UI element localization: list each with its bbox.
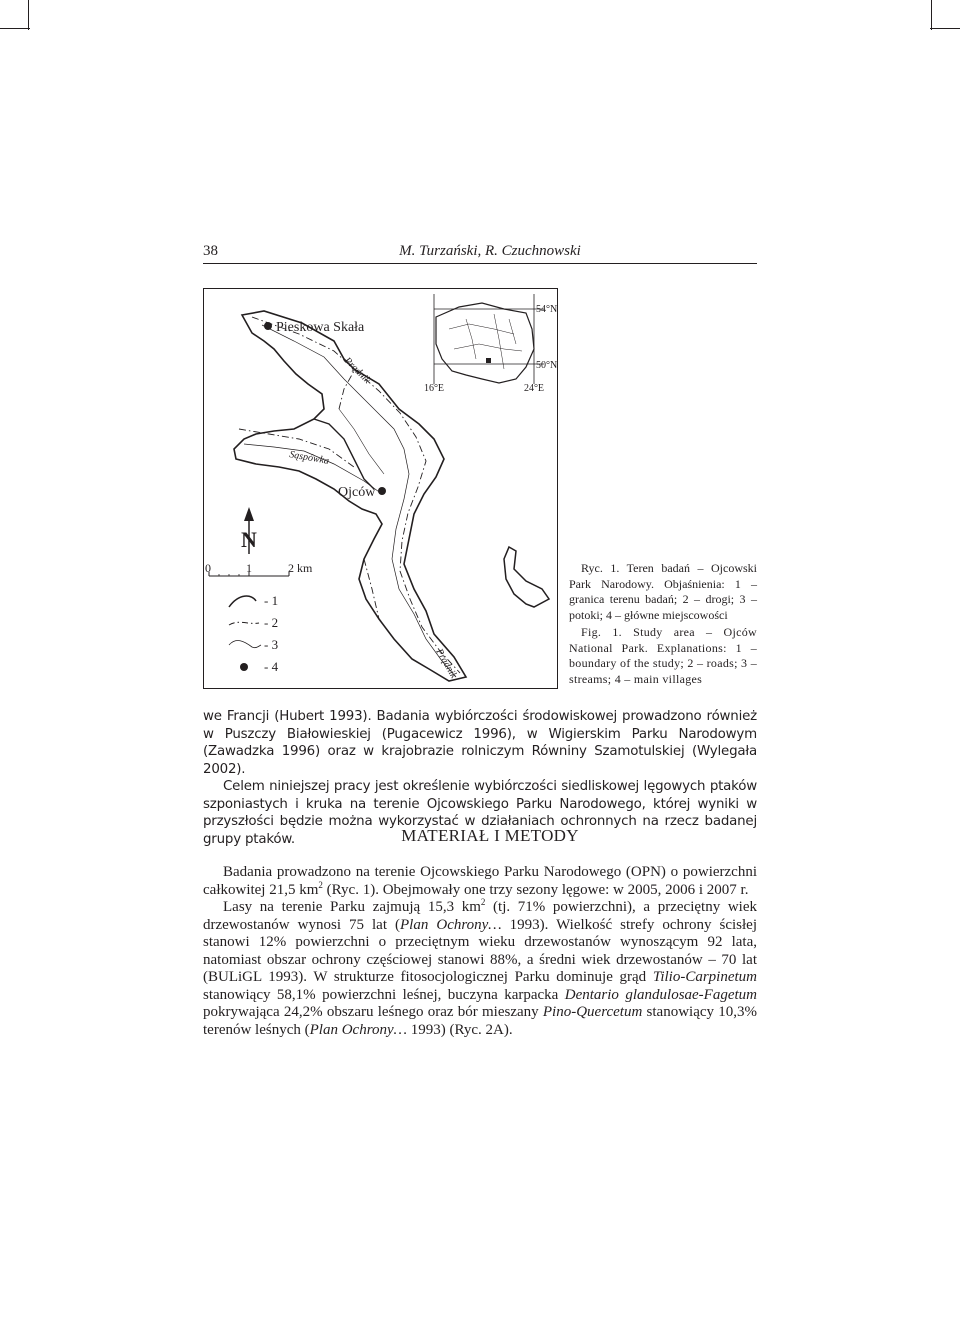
crop-mark-top-left-h [0, 28, 30, 29]
section-heading: MATERIAŁ I METODY [401, 826, 579, 845]
paragraph-1: we Francji (Hubert 1993). Badania wybiórczości środowiskowej prowadzono również w Puszczy Białowieskiej (Pugacewicz 1996), w Wigierskim Parku Narodowym (Zawadzka 1996) oraz w krajobrazie rolniczym Równiny Szamotulskiej (Wylegała 2002). [203, 709, 757, 777]
running-head: M. Turzański, R. Czuchnowski [399, 243, 581, 259]
paragraph-3: Badania prowadzono na terenie Ojcowskiego Parku Narodowego (OPN) o powierzchni całkowitej 21,5 $km^2$ (Ryc. 1). Obejmowały one trzy sezony lęgowe: w 2005, 2006 i 2007 r. [203, 864, 757, 898]
inset-lon-16: 16°E [423, 383, 445, 394]
legend-item-4: - 4 [264, 659, 279, 674]
road-south [364, 559, 379, 619]
caption-polish-text: Ryc. 1. Teren badań – Ojcowski Park Narodowy. Objaśnienia: 1 – granica terenu badań; 2 – drogi; 3 – potoki; 4 – główne miejscowości [569, 561, 757, 622]
label-pieskowa-skala: Pieskowa Skała [276, 320, 365, 335]
legend-item-2: - 2 [264, 615, 279, 630]
label-saspowka: Sąspówka [288, 449, 330, 467]
figure-caption-english [569, 625, 757, 687]
paragraph-2: Celem niniejszej pracy jest określenie wybiórczości siedliskowej lęgowych ptaków szponiastych i kruka na terenie Ojcowskiego Parku Narodowego, której wyniki w przyszłości będzie można wykorzystać w działaniach ochronnych na rzecz badanej grupy ptaków. [203, 779, 757, 847]
caption-english-text: Fig. 1. Study area – Ojców National Park. Explanations: 1 – boundary of the study; 2 – roads; 3 – streams; 4 – main villages [569, 625, 757, 686]
village-dot-pieskowa-skala [264, 322, 272, 330]
crop-mark-top-left [28, 0, 29, 30]
inset-map-poland [424, 294, 557, 394]
village-dot-ojcow [378, 487, 386, 495]
inset-lat-54: 54°N [536, 304, 558, 315]
legend-item-3: - 3 [264, 637, 279, 652]
header-rule [203, 263, 757, 264]
inset-lat-50: 50°N [536, 360, 558, 371]
label-pradnik-north: Prądnik [341, 355, 373, 386]
crop-mark-top-right [931, 0, 932, 30]
figure-caption-polish [569, 561, 757, 623]
inset-lon-24: 24°E [523, 383, 545, 394]
road-north [339, 371, 354, 409]
label-ojcow: Ojców [338, 485, 376, 500]
map-svg [204, 289, 559, 690]
methods-text-block [203, 864, 757, 1039]
scale-one: 1 [246, 561, 252, 575]
scale-two: 2 km [288, 561, 313, 575]
inset-study-marker [486, 358, 491, 363]
legend-item-1: - 1 [264, 593, 279, 608]
scale-bar [205, 561, 313, 576]
figure-map [203, 288, 558, 689]
page-number: 38 [203, 243, 218, 259]
paragraph-4: Lasy na terenie Parku zajmują 15,3 $km^2$ (tj. 71% powierzchni), a przeciętny wiek drzewostanów wynosi 75 lat (Plan Ochrony… 1993). Wielkość strefy ochrony ścisłej stanowi 12% powierzchni o przeciętnym wieku drzewostanów wynoszącym 92 lata, natomiast obszar ochrony częściowej stanowi 88%, a średni wiek drzewostanów – 70 lat (BULiGL 1993). W strukturze fitosocjologicznej Parku dominuje grąd Tilio-Carpinetum stanowiący 58,1% powierzchni leśnej, buczyna karpacka Dentario glandulosae-Fagetum pokrywająca 24,2% obszaru leśnego oraz bór mieszany Pino-Quercetum stanowiący 10,3% terenów leśnych (Plan Ochrony… 1993) (Ryc. 2A). [203, 897, 758, 1038]
scale-zero: 0 [205, 561, 211, 575]
legend [229, 593, 279, 674]
park-enclave [504, 547, 549, 607]
north-arrow-label: N [241, 527, 257, 552]
crop-mark-top-right-h [930, 28, 960, 29]
label-pradnik-south: Prądnik [433, 647, 460, 681]
north-arrow [241, 507, 257, 554]
